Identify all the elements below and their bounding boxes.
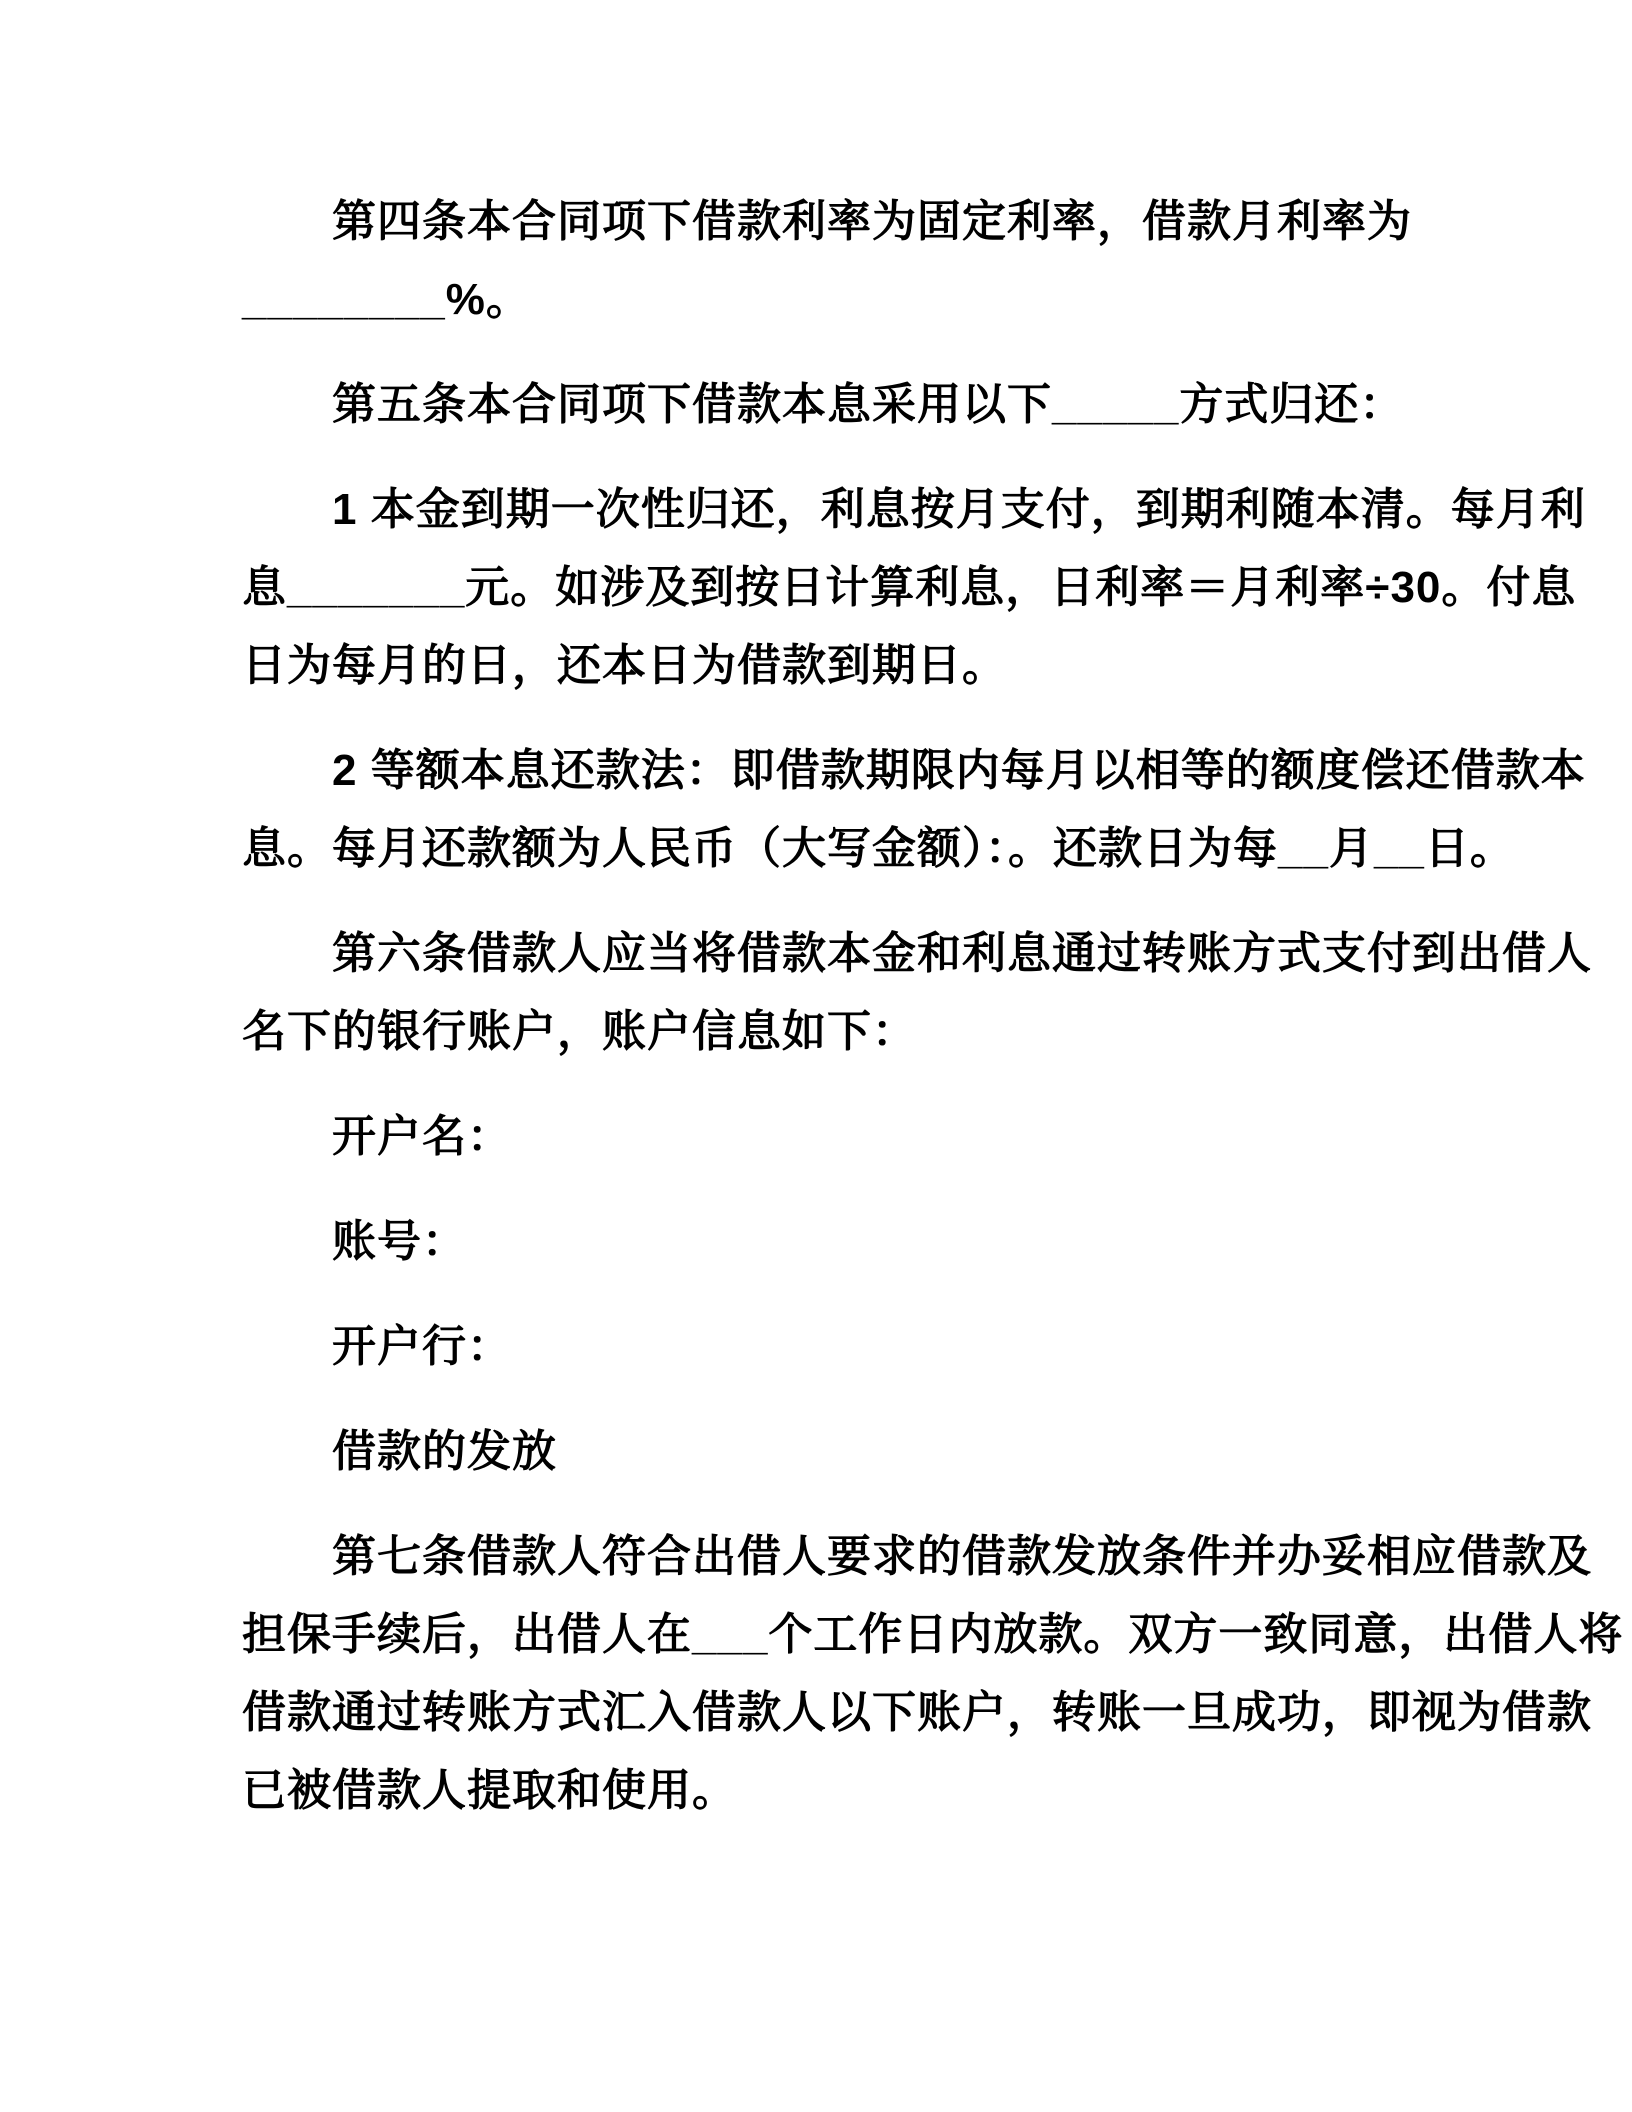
paragraph bbox=[242, 183, 1462, 339]
text-line: 借款通过转账方式汇入借款人以下账户，转账一旦成功，即视为借款 bbox=[242, 1688, 1592, 1737]
text-line: 1 本金到期一次性归还，利息按月支付，到期利随本清。每月利 bbox=[332, 485, 1586, 534]
paragraph bbox=[242, 1518, 1624, 1830]
paragraph bbox=[242, 1098, 1462, 1176]
paragraph bbox=[242, 1203, 1462, 1281]
text-line: 第五条本合同项下借款本息采用以下_____方式归还： bbox=[332, 380, 1405, 429]
paragraph bbox=[242, 471, 1586, 705]
text-line: 第四条本合同项下借款利率为固定利率，借款月利率为 bbox=[332, 197, 1412, 246]
text-line: 已被借款人提取和使用。 bbox=[242, 1766, 737, 1815]
text-line: 开户行： bbox=[332, 1322, 512, 1371]
paragraph bbox=[242, 915, 1592, 1071]
text-line: ________%。 bbox=[242, 275, 531, 324]
text-line: 2 等额本息还款法：即借款期限内每月以相等的额度偿还借款本 bbox=[332, 746, 1586, 795]
text-line: 账号： bbox=[332, 1217, 467, 1266]
paragraph bbox=[242, 732, 1586, 888]
text-line: 名下的银行账户，账户信息如下： bbox=[242, 1007, 917, 1056]
text-line: 息_______元。如涉及到按日计算利息，日利率＝月利率÷30。付息 bbox=[242, 563, 1577, 612]
text-line: 息。每月还款额为人民币（大写金额）：。还款日为每__月__日。 bbox=[242, 824, 1515, 873]
text-line: 日为每月的日，还本日为借款到期日。 bbox=[242, 641, 1007, 690]
paragraph bbox=[242, 1308, 1462, 1386]
document-body bbox=[242, 183, 1624, 1857]
text-line: 开户名： bbox=[332, 1112, 512, 1161]
text-line: 借款的发放 bbox=[332, 1427, 557, 1476]
text-line: 担保手续后，出借人在___个工作日内放款。双方一致同意，出借人将 bbox=[242, 1610, 1624, 1659]
text-line: 第六条借款人应当将借款本金和利息通过转账方式支付到出借人 bbox=[332, 929, 1592, 978]
paragraph bbox=[242, 366, 1462, 444]
paragraph bbox=[242, 1413, 1462, 1491]
text-line: 第七条借款人符合出借人要求的借款发放条件并办妥相应借款及 bbox=[332, 1532, 1592, 1581]
